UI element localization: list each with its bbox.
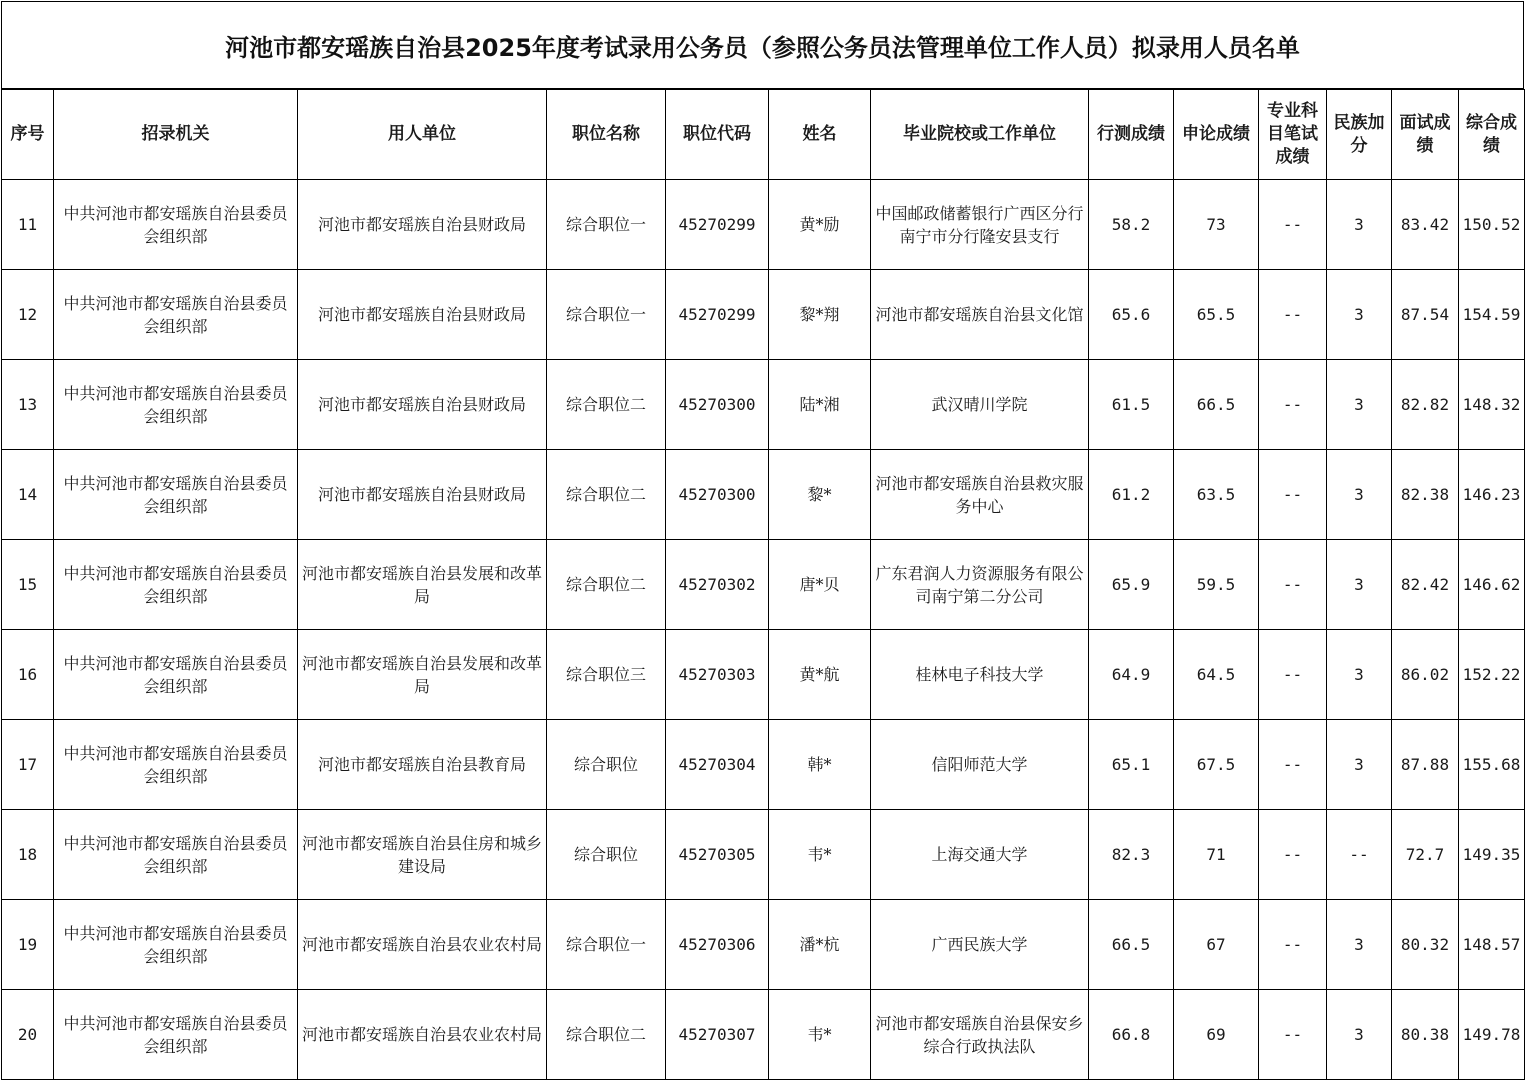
cell-interview-score: 80.32 bbox=[1392, 900, 1459, 990]
cell-position-name: 综合职位二 bbox=[547, 450, 666, 540]
header-school-or-employer: 毕业院校或工作单位 bbox=[871, 90, 1089, 180]
cell-employer: 河池市都安瑶族自治县发展和改革局 bbox=[298, 540, 547, 630]
cell-ethnic-bonus: -- bbox=[1327, 810, 1392, 900]
cell-essay-score: 59.5 bbox=[1174, 540, 1259, 630]
cell-name: 韩* bbox=[769, 720, 871, 810]
header-ethnic-bonus: 民族加分 bbox=[1327, 90, 1392, 180]
cell-ethnic-bonus: 3 bbox=[1327, 990, 1392, 1080]
cell-name: 潘*杭 bbox=[769, 900, 871, 990]
table-row bbox=[2, 540, 1525, 630]
cell-position-code: 45270306 bbox=[666, 900, 769, 990]
cell-position-code: 45270304 bbox=[666, 720, 769, 810]
cell-aptitude-score: 65.9 bbox=[1089, 540, 1174, 630]
cell-total-score: 150.52 bbox=[1459, 180, 1525, 270]
cell-total-score: 149.35 bbox=[1459, 810, 1525, 900]
cell-interview-score: 82.38 bbox=[1392, 450, 1459, 540]
table-row bbox=[2, 450, 1525, 540]
cell-professional-score: -- bbox=[1259, 900, 1327, 990]
cell-interview-score: 87.88 bbox=[1392, 720, 1459, 810]
header-professional-score: 专业科目笔试成绩 bbox=[1259, 90, 1327, 180]
cell-index: 14 bbox=[2, 450, 54, 540]
cell-ethnic-bonus: 3 bbox=[1327, 630, 1392, 720]
table-row bbox=[2, 720, 1525, 810]
cell-total-score: 155.68 bbox=[1459, 720, 1525, 810]
cell-employer: 河池市都安瑶族自治县发展和改革局 bbox=[298, 630, 547, 720]
table-row bbox=[2, 990, 1525, 1080]
cell-position-name: 综合职位 bbox=[547, 810, 666, 900]
cell-index: 13 bbox=[2, 360, 54, 450]
cell-recruiting-agency: 中共河池市都安瑶族自治县委员会组织部 bbox=[54, 360, 298, 450]
cell-index: 18 bbox=[2, 810, 54, 900]
cell-ethnic-bonus: 3 bbox=[1327, 270, 1392, 360]
cell-aptitude-score: 82.3 bbox=[1089, 810, 1174, 900]
cell-index: 15 bbox=[2, 540, 54, 630]
cell-recruiting-agency: 中共河池市都安瑶族自治县委员会组织部 bbox=[54, 450, 298, 540]
cell-professional-score: -- bbox=[1259, 450, 1327, 540]
cell-ethnic-bonus: 3 bbox=[1327, 360, 1392, 450]
cell-professional-score: -- bbox=[1259, 540, 1327, 630]
cell-recruiting-agency: 中共河池市都安瑶族自治县委员会组织部 bbox=[54, 720, 298, 810]
cell-professional-score: -- bbox=[1259, 720, 1327, 810]
cell-index: 11 bbox=[2, 180, 54, 270]
cell-index: 17 bbox=[2, 720, 54, 810]
header-name: 姓名 bbox=[769, 90, 871, 180]
table-row bbox=[2, 900, 1525, 990]
cell-recruiting-agency: 中共河池市都安瑶族自治县委员会组织部 bbox=[54, 270, 298, 360]
cell-school-or-employer: 广西民族大学 bbox=[871, 900, 1089, 990]
candidate-table bbox=[1, 89, 1525, 1080]
cell-aptitude-score: 61.5 bbox=[1089, 360, 1174, 450]
cell-ethnic-bonus: 3 bbox=[1327, 180, 1392, 270]
cell-essay-score: 73 bbox=[1174, 180, 1259, 270]
cell-interview-score: 83.42 bbox=[1392, 180, 1459, 270]
table-body bbox=[2, 180, 1525, 1080]
cell-index: 20 bbox=[2, 990, 54, 1080]
cell-school-or-employer: 中国邮政储蓄银行广西区分行南宁市分行隆安县支行 bbox=[871, 180, 1089, 270]
cell-essay-score: 71 bbox=[1174, 810, 1259, 900]
cell-interview-score: 72.7 bbox=[1392, 810, 1459, 900]
header-index: 序号 bbox=[2, 90, 54, 180]
cell-index: 19 bbox=[2, 900, 54, 990]
table-row bbox=[2, 270, 1525, 360]
cell-position-code: 45270300 bbox=[666, 450, 769, 540]
cell-ethnic-bonus: 3 bbox=[1327, 540, 1392, 630]
cell-position-name: 综合职位二 bbox=[547, 990, 666, 1080]
cell-aptitude-score: 58.2 bbox=[1089, 180, 1174, 270]
cell-aptitude-score: 66.8 bbox=[1089, 990, 1174, 1080]
cell-aptitude-score: 64.9 bbox=[1089, 630, 1174, 720]
table-row bbox=[2, 810, 1525, 900]
cell-aptitude-score: 65.6 bbox=[1089, 270, 1174, 360]
cell-index: 12 bbox=[2, 270, 54, 360]
cell-school-or-employer: 河池市都安瑶族自治县救灾服务中心 bbox=[871, 450, 1089, 540]
cell-name: 韦* bbox=[769, 990, 871, 1080]
cell-total-score: 146.23 bbox=[1459, 450, 1525, 540]
cell-total-score: 152.22 bbox=[1459, 630, 1525, 720]
cell-position-name: 综合职位二 bbox=[547, 540, 666, 630]
table-header-row bbox=[2, 90, 1525, 180]
cell-interview-score: 86.02 bbox=[1392, 630, 1459, 720]
cell-index: 16 bbox=[2, 630, 54, 720]
header-total-score: 综合成绩 bbox=[1459, 90, 1525, 180]
cell-position-name: 综合职位一 bbox=[547, 180, 666, 270]
cell-aptitude-score: 65.1 bbox=[1089, 720, 1174, 810]
cell-position-code: 45270299 bbox=[666, 270, 769, 360]
cell-aptitude-score: 61.2 bbox=[1089, 450, 1174, 540]
cell-interview-score: 87.54 bbox=[1392, 270, 1459, 360]
cell-position-code: 45270307 bbox=[666, 990, 769, 1080]
cell-professional-score: -- bbox=[1259, 630, 1327, 720]
cell-essay-score: 63.5 bbox=[1174, 450, 1259, 540]
cell-position-code: 45270303 bbox=[666, 630, 769, 720]
cell-position-name: 综合职位三 bbox=[547, 630, 666, 720]
cell-position-name: 综合职位一 bbox=[547, 270, 666, 360]
cell-essay-score: 65.5 bbox=[1174, 270, 1259, 360]
cell-professional-score: -- bbox=[1259, 990, 1327, 1080]
cell-employer: 河池市都安瑶族自治县财政局 bbox=[298, 360, 547, 450]
header-aptitude-score: 行测成绩 bbox=[1089, 90, 1174, 180]
cell-professional-score: -- bbox=[1259, 360, 1327, 450]
cell-recruiting-agency: 中共河池市都安瑶族自治县委员会组织部 bbox=[54, 900, 298, 990]
cell-position-code: 45270299 bbox=[666, 180, 769, 270]
cell-ethnic-bonus: 3 bbox=[1327, 720, 1392, 810]
cell-employer: 河池市都安瑶族自治县农业农村局 bbox=[298, 990, 547, 1080]
cell-name: 唐*贝 bbox=[769, 540, 871, 630]
cell-recruiting-agency: 中共河池市都安瑶族自治县委员会组织部 bbox=[54, 180, 298, 270]
cell-employer: 河池市都安瑶族自治县教育局 bbox=[298, 720, 547, 810]
cell-school-or-employer: 桂林电子科技大学 bbox=[871, 630, 1089, 720]
cell-name: 黄*励 bbox=[769, 180, 871, 270]
cell-essay-score: 66.5 bbox=[1174, 360, 1259, 450]
cell-essay-score: 69 bbox=[1174, 990, 1259, 1080]
cell-recruiting-agency: 中共河池市都安瑶族自治县委员会组织部 bbox=[54, 630, 298, 720]
cell-recruiting-agency: 中共河池市都安瑶族自治县委员会组织部 bbox=[54, 810, 298, 900]
header-interview-score: 面试成绩 bbox=[1392, 90, 1459, 180]
cell-name: 韦* bbox=[769, 810, 871, 900]
cell-ethnic-bonus: 3 bbox=[1327, 900, 1392, 990]
cell-position-code: 45270305 bbox=[666, 810, 769, 900]
cell-essay-score: 67 bbox=[1174, 900, 1259, 990]
cell-school-or-employer: 武汉晴川学院 bbox=[871, 360, 1089, 450]
cell-total-score: 149.78 bbox=[1459, 990, 1525, 1080]
document-title: 河池市都安瑶族自治县2025年度考试录用公务员（参照公务员法管理单位工作人员）拟录用人员名单 bbox=[1, 1, 1524, 89]
header-essay-score: 申论成绩 bbox=[1174, 90, 1259, 180]
cell-recruiting-agency: 中共河池市都安瑶族自治县委员会组织部 bbox=[54, 540, 298, 630]
cell-school-or-employer: 河池市都安瑶族自治县保安乡综合行政执法队 bbox=[871, 990, 1089, 1080]
header-recruiting-agency: 招录机关 bbox=[54, 90, 298, 180]
header-position-name: 职位名称 bbox=[547, 90, 666, 180]
cell-name: 黎*翔 bbox=[769, 270, 871, 360]
cell-recruiting-agency: 中共河池市都安瑶族自治县委员会组织部 bbox=[54, 990, 298, 1080]
cell-school-or-employer: 上海交通大学 bbox=[871, 810, 1089, 900]
cell-interview-score: 82.82 bbox=[1392, 360, 1459, 450]
header-position-code: 职位代码 bbox=[666, 90, 769, 180]
cell-essay-score: 64.5 bbox=[1174, 630, 1259, 720]
cell-employer: 河池市都安瑶族自治县住房和城乡建设局 bbox=[298, 810, 547, 900]
cell-school-or-employer: 信阳师范大学 bbox=[871, 720, 1089, 810]
cell-position-code: 45270300 bbox=[666, 360, 769, 450]
cell-employer: 河池市都安瑶族自治县财政局 bbox=[298, 180, 547, 270]
cell-employer: 河池市都安瑶族自治县农业农村局 bbox=[298, 900, 547, 990]
cell-interview-score: 82.42 bbox=[1392, 540, 1459, 630]
cell-total-score: 146.62 bbox=[1459, 540, 1525, 630]
cell-total-score: 154.59 bbox=[1459, 270, 1525, 360]
cell-position-code: 45270302 bbox=[666, 540, 769, 630]
header-employer: 用人单位 bbox=[298, 90, 547, 180]
cell-aptitude-score: 66.5 bbox=[1089, 900, 1174, 990]
cell-employer: 河池市都安瑶族自治县财政局 bbox=[298, 270, 547, 360]
cell-name: 黎* bbox=[769, 450, 871, 540]
cell-position-name: 综合职位二 bbox=[547, 360, 666, 450]
cell-school-or-employer: 广东君润人力资源服务有限公司南宁第二分公司 bbox=[871, 540, 1089, 630]
cell-position-name: 综合职位一 bbox=[547, 900, 666, 990]
cell-interview-score: 80.38 bbox=[1392, 990, 1459, 1080]
cell-total-score: 148.57 bbox=[1459, 900, 1525, 990]
cell-position-name: 综合职位 bbox=[547, 720, 666, 810]
cell-total-score: 148.32 bbox=[1459, 360, 1525, 450]
table-row bbox=[2, 630, 1525, 720]
cell-ethnic-bonus: 3 bbox=[1327, 450, 1392, 540]
cell-essay-score: 67.5 bbox=[1174, 720, 1259, 810]
cell-employer: 河池市都安瑶族自治县财政局 bbox=[298, 450, 547, 540]
table-row bbox=[2, 180, 1525, 270]
cell-professional-score: -- bbox=[1259, 270, 1327, 360]
cell-professional-score: -- bbox=[1259, 180, 1327, 270]
cell-name: 陆*湘 bbox=[769, 360, 871, 450]
cell-school-or-employer: 河池市都安瑶族自治县文化馆 bbox=[871, 270, 1089, 360]
table-row bbox=[2, 360, 1525, 450]
cell-professional-score: -- bbox=[1259, 810, 1327, 900]
cell-name: 黄*航 bbox=[769, 630, 871, 720]
